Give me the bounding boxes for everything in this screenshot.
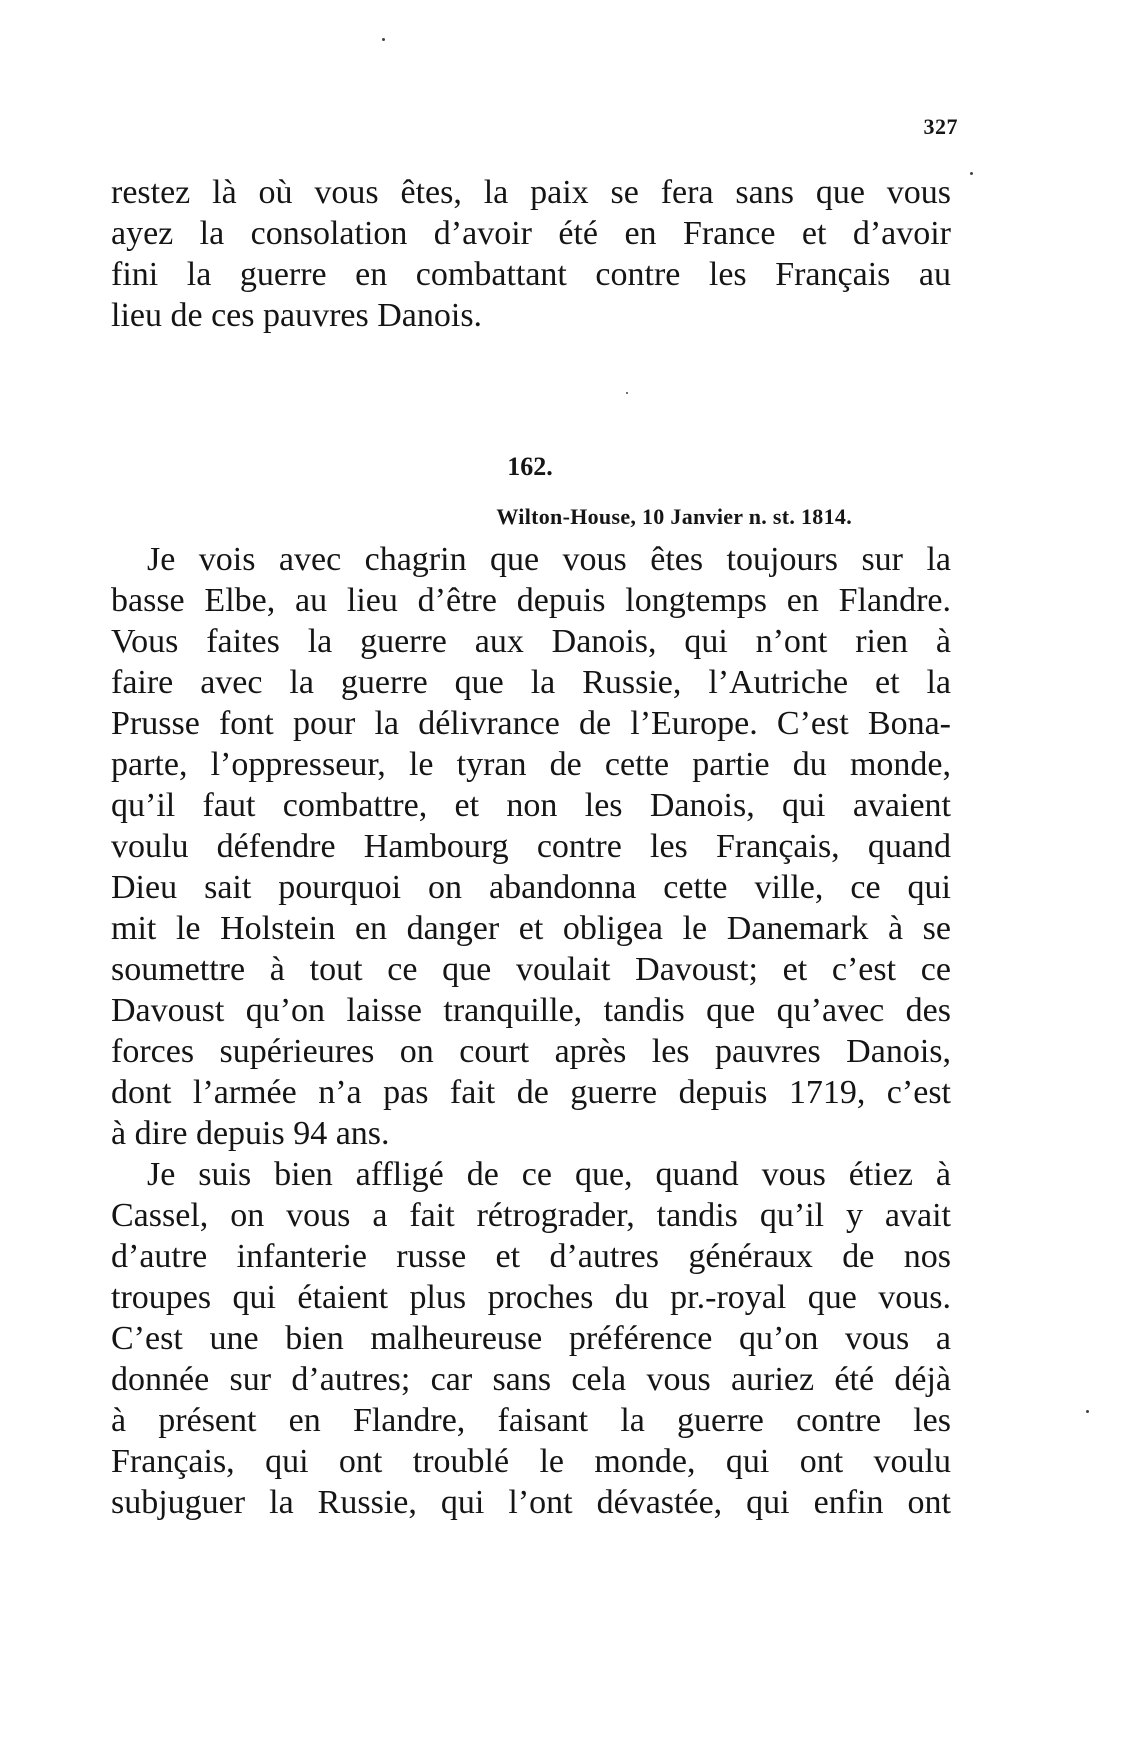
text-line: voulu défendre Hambourg contre les Français, quand (111, 828, 951, 865)
text-line: Dieu sait pourquoi on abandonna cette ville, ce qui (111, 869, 951, 906)
text-line: qu’il faut combattre, et non les Danois, qui avaient (111, 787, 951, 824)
page-number: 327 (923, 114, 958, 139)
scan-speck (382, 38, 385, 41)
text-line: subjuguer la Russie, qui l’ont dévastée, qui enfin ont (111, 1484, 951, 1521)
text-line: ayez la consolation d’avoir été en France et d’avoir (111, 215, 951, 252)
text-line: donnée sur d’autres; car sans cela vous auriez été déjà (111, 1361, 951, 1398)
text-line: parte, l’oppresseur, le tyran de cette partie du monde, (111, 746, 951, 783)
text-line: à présent en Flandre, faisant la guerre contre les (111, 1402, 951, 1439)
scan-speck (970, 172, 973, 175)
text-line: lieu de ces pauvres Danois. (111, 297, 483, 334)
letter-dateline: Wilton-House, 10 Janvier n. st. 1814. (496, 504, 852, 529)
text-line: forces supérieures on court après les pauvres Danois, (111, 1033, 951, 1070)
letter-paragraph-1 (111, 539, 951, 1154)
text-line: à dire depuis 94 ans. (111, 1115, 390, 1152)
letter-body (111, 539, 951, 1523)
text-line: Français, qui ont troublé le monde, qui ont voulu (111, 1443, 951, 1480)
scan-speck (626, 392, 628, 394)
text-line: mit le Holstein en danger et obligea le Danemark à se (111, 910, 951, 947)
text-line: basse Elbe, au lieu d’être depuis longtemps en Flandre. (111, 582, 951, 619)
text-line: Je suis bien affligé de ce que, quand vous étiez à (147, 1156, 951, 1193)
text-line: fini la guerre en combattant contre les Français au (111, 256, 951, 293)
text-line: Prusse font pour la délivrance de l’Europe. C’est Bona- (111, 705, 951, 742)
scan-speck (1086, 1410, 1089, 1413)
text-line: restez là où vous êtes, la paix se fera sans que vous (111, 174, 951, 211)
text-line: Vous faites la guerre aux Danois, qui n’ont rien à (111, 623, 951, 660)
continuation-paragraph (111, 172, 951, 336)
text-line: Davoust qu’on laisse tranquille, tandis que qu’avec des (111, 992, 951, 1029)
text-line: soumettre à tout ce que voulait Davoust; et c’est ce (111, 951, 951, 988)
text-line: Cassel, on vous a fait rétrograder, tandis qu’il y avait (111, 1197, 951, 1234)
text-line: C’est une bien malheureuse préférence qu’on vous a (111, 1320, 951, 1357)
text-line: dont l’armée n’a pas fait de guerre depuis 1719, c’est (111, 1074, 951, 1111)
text-line: d’autre infanterie russe et d’autres généraux de nos (111, 1238, 951, 1275)
letter-paragraph-2 (111, 1154, 951, 1523)
letter-number: 162. (507, 452, 553, 481)
text-line: troupes qui étaient plus proches du pr.-royal que vous. (111, 1279, 951, 1316)
text-line: Je vois avec chagrin que vous êtes toujours sur la (147, 541, 951, 578)
text-line: faire avec la guerre que la Russie, l’Autriche et la (111, 664, 951, 701)
